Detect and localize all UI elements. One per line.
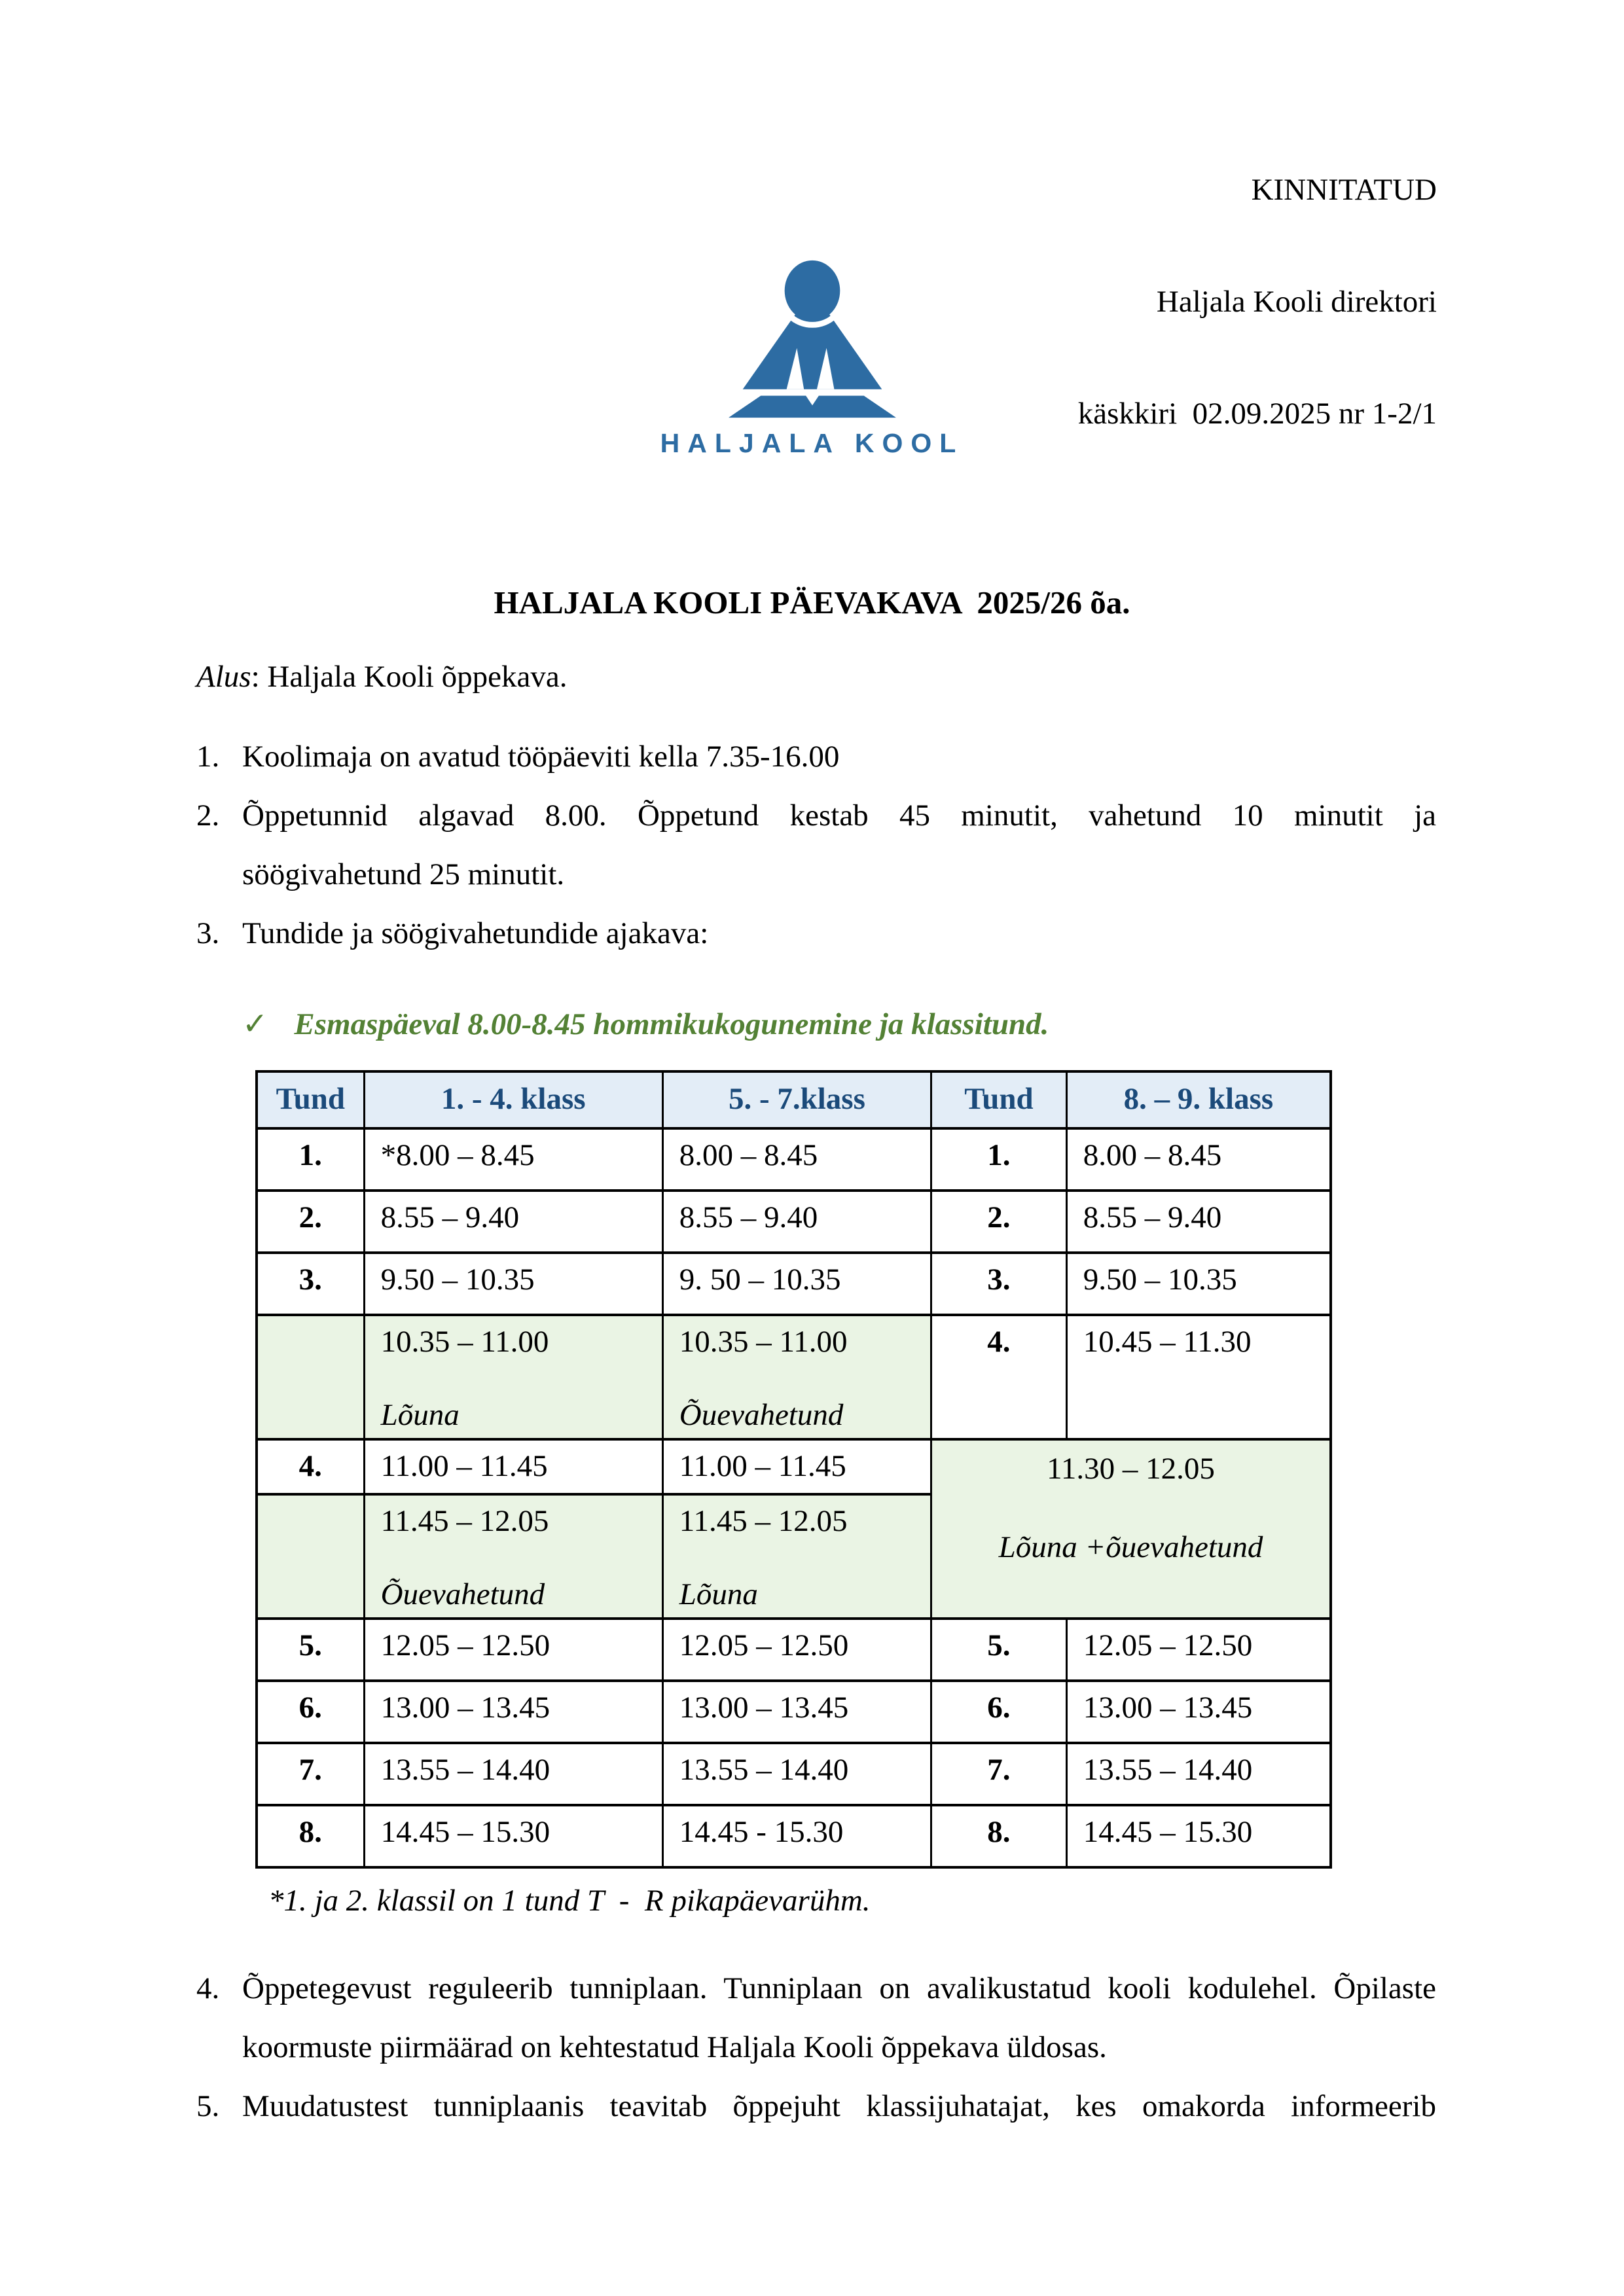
table-row bbox=[257, 1253, 1331, 1315]
time-cell: 11.00 – 11.45 bbox=[364, 1439, 662, 1494]
item-number: 4. bbox=[196, 1971, 220, 2005]
break-label: Õuevahetund bbox=[380, 1577, 545, 1611]
time-cell: 9.50 – 10.35 bbox=[364, 1253, 662, 1315]
lesson-number-cell: 8. bbox=[931, 1805, 1067, 1867]
time-cell: 13.55 – 14.40 bbox=[364, 1743, 662, 1805]
time-cell: 8.55 – 9.40 bbox=[662, 1191, 931, 1253]
table-row bbox=[257, 1128, 1331, 1191]
lesson-number-cell: 7. bbox=[931, 1743, 1067, 1805]
lesson-number-cell: 5. bbox=[931, 1619, 1067, 1681]
item-text-line: koormuste piirmäärad on kehtestatud Haljala Kooli õppekava üldosas. bbox=[242, 2030, 1107, 2064]
item-text-line: Õppetegevust reguleerib tunniplaan. Tunniplaan on avalikustatud kooli kodulehel. Õpilaste bbox=[242, 1971, 1436, 2005]
time-cell: 10.45 – 11.30 bbox=[1066, 1315, 1331, 1439]
table-footnote: *1. ja 2. klassil on 1 tund T - R pikapäevarühm. bbox=[268, 1884, 871, 1918]
reader-figure-book-icon bbox=[715, 257, 909, 422]
numbered-list-bottom bbox=[196, 1959, 1436, 2136]
break-time: 11.30 – 12.05 bbox=[1047, 1452, 1215, 1486]
time-cell: 12.05 – 12.50 bbox=[1066, 1619, 1331, 1681]
lesson-number-cell: 7. bbox=[257, 1743, 364, 1805]
break-label: Õuevahetund bbox=[679, 1398, 844, 1432]
lesson-number-cell: 8. bbox=[257, 1805, 364, 1867]
time-cell: 8.55 – 9.40 bbox=[1066, 1191, 1331, 1253]
time-cell: 13.00 – 13.45 bbox=[662, 1681, 931, 1743]
table-header-row bbox=[257, 1071, 1331, 1128]
list-item bbox=[196, 1959, 1436, 2077]
time-cell: 11.00 – 11.45 bbox=[662, 1439, 931, 1494]
note-text: Esmaspäeval 8.00-8.45 hommikukogunemine ja klassitund. bbox=[294, 1007, 1049, 1041]
list-item bbox=[196, 2077, 1436, 2136]
table-row bbox=[257, 1439, 1331, 1494]
item-number: 5. bbox=[196, 2089, 220, 2123]
basis-line bbox=[196, 658, 1436, 696]
list-item bbox=[196, 786, 1436, 904]
numbered-list bbox=[196, 727, 1436, 963]
time-cell: 12.05 – 12.50 bbox=[364, 1619, 662, 1681]
time-cell: 13.55 – 14.40 bbox=[662, 1743, 931, 1805]
approval-line: KINNITATUD bbox=[1251, 173, 1437, 207]
lesson-number-cell: 6. bbox=[257, 1681, 364, 1743]
basis-label: Alus bbox=[196, 660, 251, 694]
time-cell: 14.45 - 15.30 bbox=[662, 1805, 931, 1867]
schedule-table bbox=[255, 1070, 1332, 1869]
break-cell bbox=[662, 1315, 931, 1439]
time-cell: 8.00 – 8.45 bbox=[662, 1128, 931, 1191]
empty-cell bbox=[257, 1315, 364, 1439]
break-time: 10.35 – 11.00 bbox=[679, 1325, 848, 1359]
lesson-number-cell: 4. bbox=[257, 1439, 364, 1494]
approval-line: Haljala Kooli direktori bbox=[1156, 285, 1437, 319]
item-number: 3. bbox=[196, 916, 220, 950]
time-cell: 9.50 – 10.35 bbox=[1066, 1253, 1331, 1315]
break-cell bbox=[364, 1494, 662, 1619]
document-body bbox=[196, 658, 1436, 2136]
time-cell: 8.55 – 9.40 bbox=[364, 1191, 662, 1253]
list-item bbox=[196, 727, 1436, 786]
school-logo bbox=[0, 257, 1624, 459]
time-cell: 14.45 – 15.30 bbox=[1066, 1805, 1331, 1867]
break-time: 10.35 – 11.00 bbox=[380, 1325, 549, 1359]
lesson-number-cell: 5. bbox=[257, 1619, 364, 1681]
header-cell-klass-8-9: 8. – 9. klass bbox=[1066, 1071, 1331, 1128]
morning-assembly-note bbox=[242, 1001, 1436, 1048]
item-text-line: söögivahetund 25 minutit. bbox=[242, 857, 565, 891]
header-cell-klass-1-4: 1. - 4. klass bbox=[364, 1071, 662, 1128]
table-row bbox=[257, 1805, 1331, 1867]
item-text: Tundide ja söögivahetundide ajakava: bbox=[242, 916, 709, 950]
checkmark-icon: ✓ bbox=[242, 1007, 268, 1041]
header-cell-tund-left: Tund bbox=[257, 1071, 364, 1128]
break-cell-merged bbox=[931, 1439, 1331, 1619]
table-row bbox=[257, 1619, 1331, 1681]
item-number: 2. bbox=[196, 798, 220, 833]
lesson-number-cell: 3. bbox=[257, 1253, 364, 1315]
time-cell: 13.00 – 13.45 bbox=[1066, 1681, 1331, 1743]
break-label: Lõuna bbox=[679, 1577, 758, 1611]
page-title: HALJALA KOOLI PÄEVAKAVA 2025/26 õa. bbox=[494, 584, 1130, 620]
break-row bbox=[257, 1315, 1331, 1439]
table-row bbox=[257, 1681, 1331, 1743]
header-cell-tund-right: Tund bbox=[931, 1071, 1067, 1128]
item-text-line: Õppetunnid algavad 8.00. Õppetund kestab 45 minutit, vahetund 10 minutit ja bbox=[242, 798, 1436, 833]
item-text: Koolimaja on avatud tööpäeviti kella 7.35-16.00 bbox=[242, 740, 840, 774]
list-item bbox=[196, 904, 1436, 963]
time-cell: 12.05 – 12.50 bbox=[662, 1619, 931, 1681]
time-cell: 13.00 – 13.45 bbox=[364, 1681, 662, 1743]
empty-cell bbox=[257, 1494, 364, 1619]
item-text bbox=[242, 2077, 1436, 2136]
lesson-number-cell: 3. bbox=[931, 1253, 1067, 1315]
time-cell: *8.00 – 8.45 bbox=[364, 1128, 662, 1191]
approval-line: käskkiri 02.09.2025 nr 1-2/1 bbox=[1077, 397, 1437, 431]
lesson-number-cell: 4. bbox=[931, 1315, 1067, 1439]
item-text bbox=[242, 1959, 1436, 2077]
header-cell-klass-5-7: 5. - 7.klass bbox=[662, 1071, 931, 1128]
break-time: 11.45 – 12.05 bbox=[380, 1504, 549, 1538]
lesson-number-cell: 6. bbox=[931, 1681, 1067, 1743]
break-cell bbox=[364, 1315, 662, 1439]
table-row bbox=[257, 1743, 1331, 1805]
break-cell bbox=[662, 1494, 931, 1619]
break-label: Lõuna bbox=[380, 1398, 460, 1432]
time-cell: 13.55 – 14.40 bbox=[1066, 1743, 1331, 1805]
time-cell: 8.00 – 8.45 bbox=[1066, 1128, 1331, 1191]
break-time: 11.45 – 12.05 bbox=[679, 1504, 848, 1538]
table-row bbox=[257, 1191, 1331, 1253]
basis-text: : Haljala Kooli õppekava. bbox=[251, 660, 568, 694]
item-text-line: Muudatustest tunniplaanis teavitab õppejuht klassijuhatajat, kes omakorda informeerib bbox=[242, 2089, 1436, 2123]
item-number: 1. bbox=[196, 740, 220, 774]
lesson-number-cell: 1. bbox=[257, 1128, 364, 1191]
lesson-number-cell: 2. bbox=[931, 1191, 1067, 1253]
break-label: Lõuna +õuevahetund bbox=[998, 1530, 1263, 1564]
logo-text: HALJALA KOOL bbox=[660, 428, 964, 458]
time-cell: 9. 50 – 10.35 bbox=[662, 1253, 931, 1315]
lesson-number-cell: 2. bbox=[257, 1191, 364, 1253]
time-cell: 14.45 – 15.30 bbox=[364, 1805, 662, 1867]
lesson-number-cell: 1. bbox=[931, 1128, 1067, 1191]
item-text bbox=[242, 786, 1436, 904]
